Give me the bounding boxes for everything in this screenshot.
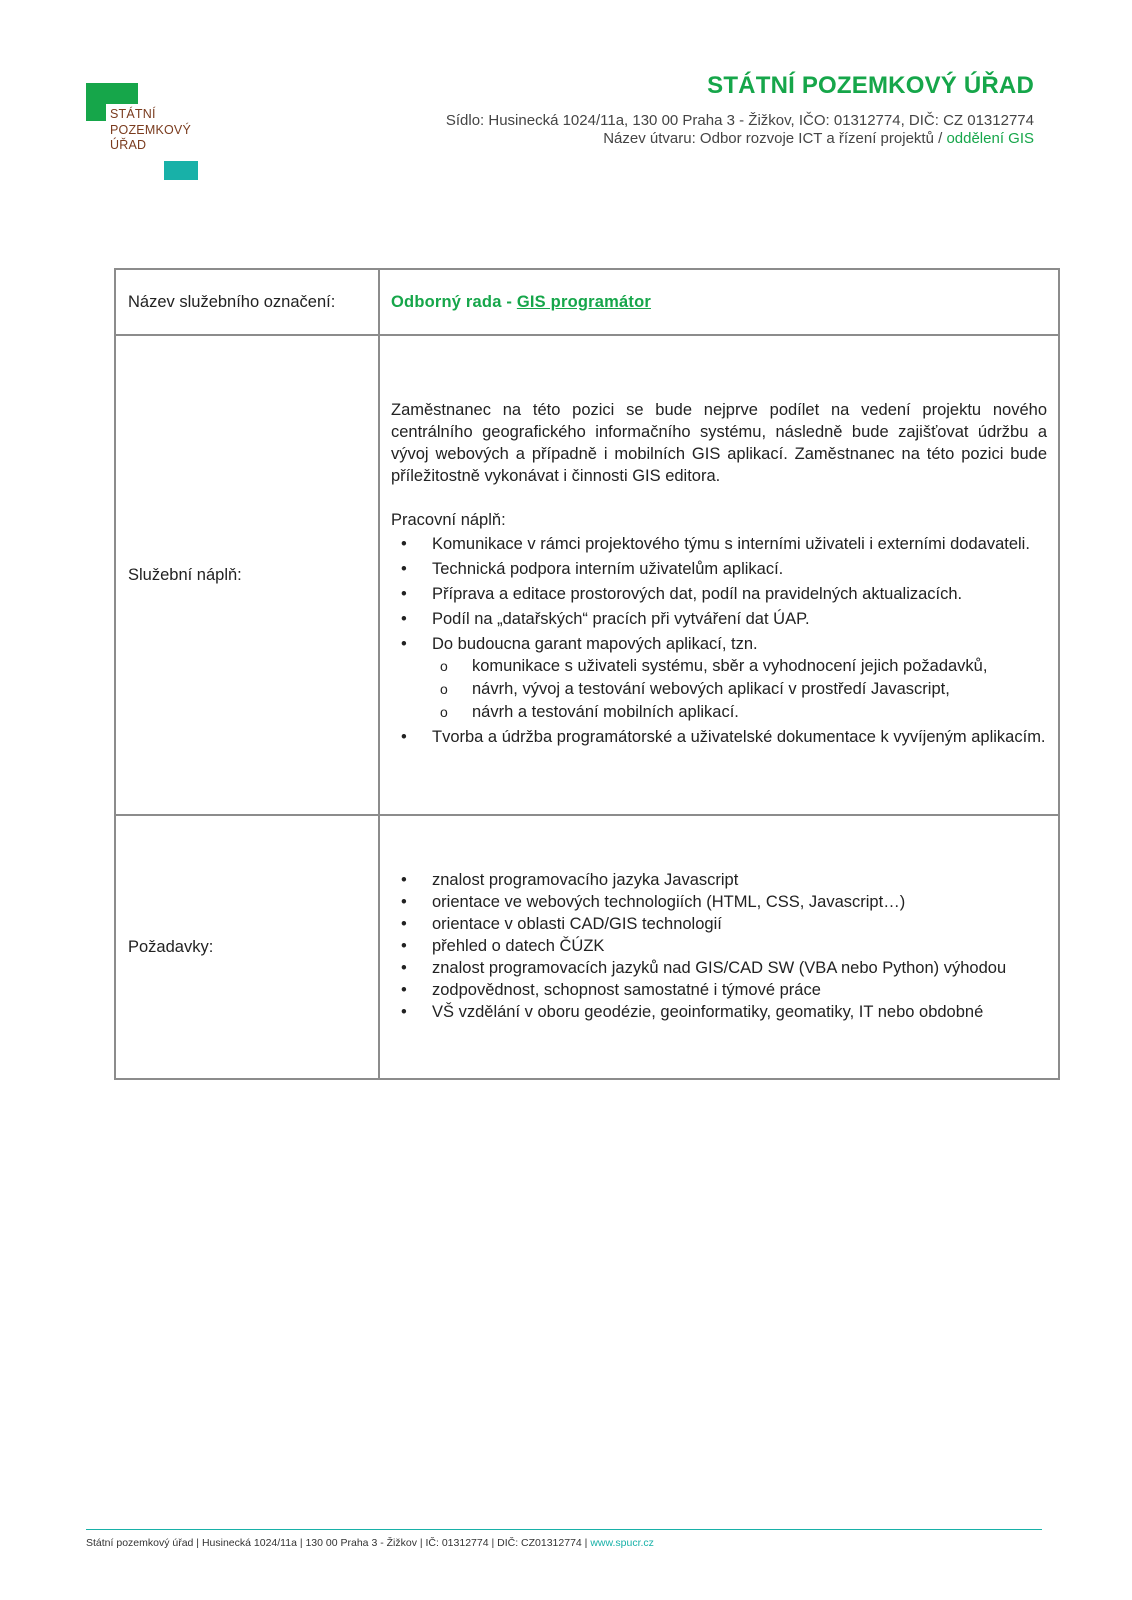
- list-item: • znalost programovacích jazyků nad GIS/CAD SW (VBA nebo Python) výhodou: [401, 959, 1007, 977]
- org-name: STÁTNÍ POZEMKOVÝ ÚŘAD: [707, 72, 1034, 99]
- bullet-icon: •: [401, 915, 407, 933]
- label-title: Název služebního označení:: [115, 269, 379, 335]
- value-requirements: [379, 815, 1059, 1079]
- requirements-list: [391, 870, 1047, 1023]
- list-item: • Tvorba a údržba programátorské a uživatelské dokumentace k vyvíjeným aplikacím.: [401, 728, 1046, 746]
- bullet-icon: •: [401, 610, 407, 628]
- list-item: • orientace v oblasti CAD/GIS technologií: [401, 915, 722, 933]
- duties-subheading: Pracovní náplň:: [391, 511, 506, 529]
- value-title: Odborný rada - GIS programátor: [379, 269, 1059, 335]
- bullet-icon: •: [401, 728, 407, 746]
- position-table: [114, 268, 1060, 1080]
- letterhead: [446, 72, 1034, 148]
- list-item: • Podíl na „datařských“ pracích při vytváření dat ÚAP.: [401, 610, 810, 628]
- bullet-icon: •: [401, 937, 407, 955]
- bullet-icon: •: [401, 871, 407, 889]
- circle-bullet-icon: o: [440, 681, 448, 697]
- value-duties: [379, 335, 1059, 815]
- bullet-icon: •: [401, 635, 407, 653]
- list-item: • Příprava a editace prostorových dat, podíl na pravidelných aktualizacích.: [401, 585, 963, 603]
- circle-bullet-icon: o: [440, 658, 448, 674]
- logo: [86, 83, 198, 180]
- list-item: • VŠ vzdělání v oboru geodézie, geoinformatiky, geomatiky, IT nebo obdobné: [401, 1003, 984, 1021]
- list-item: • orientace ve webových technologiích (HTML, CSS, Javascript…): [401, 893, 906, 911]
- duties-list: [391, 533, 1047, 748]
- sub-list-item: o návrh, vývoj a testování webových aplikací v prostředí Javascript,: [440, 680, 950, 698]
- logo-text: STÁTNÍ POZEMKOVÝ ÚŘAD: [110, 107, 191, 152]
- sub-list: [432, 655, 1047, 723]
- logo-teal-square: [164, 161, 198, 180]
- bullet-icon: •: [401, 1003, 407, 1021]
- bullet-icon: •: [401, 893, 407, 911]
- footer-divider: [86, 1529, 1042, 1530]
- unit-line: Název útvaru: Odbor rozvoje ICT a řízení projektů / oddělení GIS: [603, 130, 1034, 147]
- footer: Státní pozemkový úřad | Husinecká 1024/11a | 130 00 Praha 3 - Žižkov | IČ: 01312774 | DIČ: CZ01312774 | www.spucr.cz: [86, 1537, 654, 1549]
- sub-list-item: o komunikace s uživateli systému, sběr a vyhodnocení jejich požadavků,: [440, 657, 988, 675]
- label-duties: Služební náplň:: [115, 335, 379, 815]
- circle-bullet-icon: o: [440, 704, 448, 720]
- bullet-icon: •: [401, 560, 407, 578]
- list-item: • Technická podpora interním uživatelům aplikací.: [401, 560, 784, 578]
- list-item: • znalost programovacího jazyka Javascript: [401, 871, 739, 889]
- duties-intro: Zaměstnanec na této pozici se bude nejprve podílet na vedení projektu nového centrálního geografického informačního systému, následně bude zajišťovat údržbu a vývoj webových a případně i mobilních GIS aplikací. Zaměstnanec na této pozici bude příležitostně vykonávat i činnosti GIS editora.: [391, 401, 1047, 485]
- label-requirements: Požadavky:: [115, 815, 379, 1079]
- list-item: • přehled o datech ČÚZK: [401, 937, 605, 955]
- table-row-duties: [115, 335, 1059, 815]
- bullet-icon: •: [401, 981, 407, 999]
- list-item: • zodpovědnost, schopnost samostatné i týmové práce: [401, 981, 821, 999]
- table-row-title: [115, 269, 1059, 335]
- footer-web-link[interactable]: www.spucr.cz: [590, 1537, 654, 1549]
- position-link[interactable]: GIS programátor: [516, 292, 651, 311]
- bullet-icon: •: [401, 535, 407, 553]
- list-item: • Komunikace v rámci projektového týmu s interními uživateli i externími dodavateli.: [401, 535, 1030, 553]
- table-row-requirements: [115, 815, 1059, 1079]
- list-item: • Do budoucna garant mapových aplikací, tzn. o komunikace s uživateli systému, sběr a vyhodnocení jejich požadavků, o návrh, vývoj a testování webových aplikací v prostředí Javascript, o návrh a testování mobilních aplikací.: [391, 633, 1047, 723]
- department-name: oddělení GIS: [946, 130, 1034, 147]
- bullet-icon: •: [401, 585, 407, 603]
- sub-list-item: o návrh a testování mobilních aplikací.: [440, 703, 739, 721]
- address-line: Sídlo: Husinecká 1024/11a, 130 00 Praha 3 - Žižkov, IČO: 01312774, DIČ: CZ 01312774: [445, 112, 1034, 129]
- bullet-icon: •: [401, 959, 407, 977]
